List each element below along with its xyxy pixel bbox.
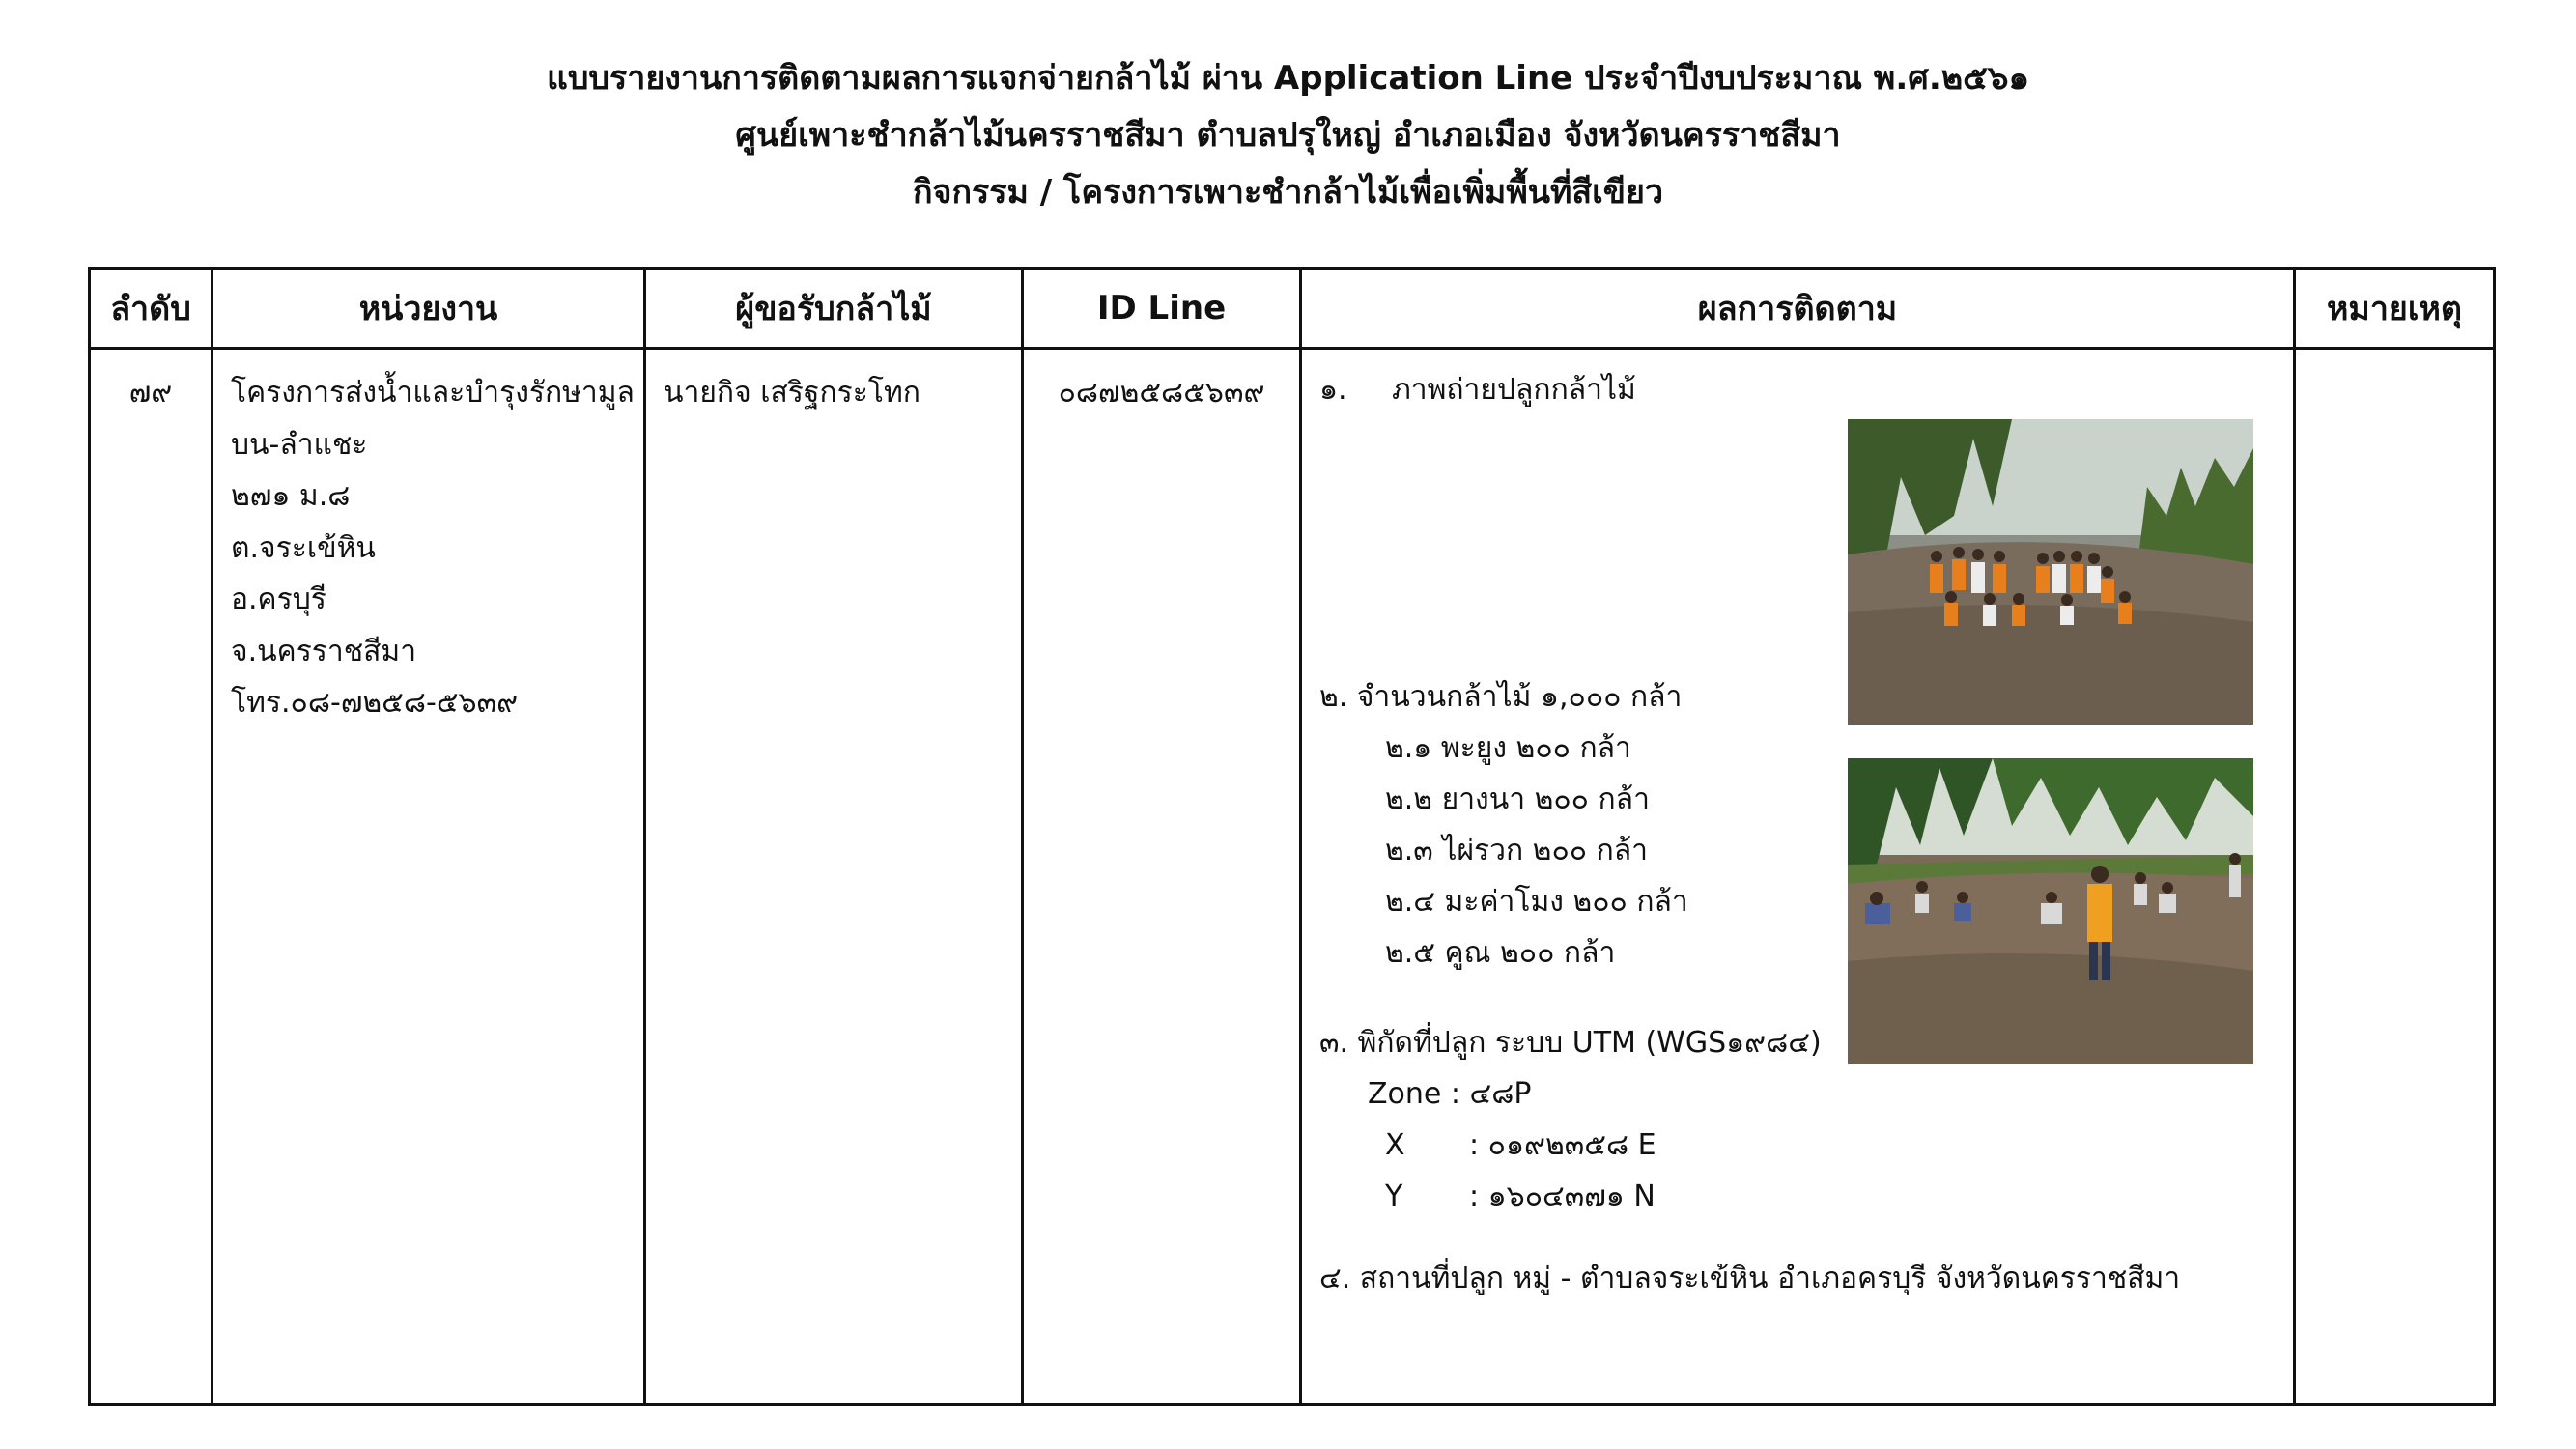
result-item2-1: ๒.๑ พะยูง ๒๐๐ กล้า (1385, 731, 1631, 765)
recipient-name: นายกิจ เสริฐกระโทก (664, 376, 920, 410)
result-item4: ๔. สถานที่ปลูก หมู่ - ตำบลจระเข้หิน อำเภอครบุรี จังหวัดนครราชสีมา (1319, 1262, 2181, 1295)
result-item2-3: ๒.๓ ไผ่รวก ๒๐๐ กล้า (1385, 834, 1649, 867)
report-activity: กิจกรรม / โครงการเพาะชำกล้าไม้เพื่อเพิ่มพื้นที่สีเขียว (912, 173, 1664, 212)
col-header-recipient: ผู้ขอรับกล้าไม้ (645, 269, 1023, 349)
agency-line: บน-ลำแชะ (231, 427, 368, 462)
report-table (88, 267, 2496, 1406)
recipient-cell (645, 349, 1023, 1405)
col-header-agency: หน่วยงาน (212, 269, 645, 349)
planting-photo (1848, 758, 2253, 1064)
result-utm-y-value: : ๑๖๐๔๓๗๑ N (1469, 1179, 1656, 1213)
agency-line: ๒๗๑ ม.๘ (231, 479, 351, 513)
agency-cell (212, 349, 645, 1405)
agency-line: โครงการส่งน้ำและบำรุงรักษามูล (231, 376, 635, 410)
result-utm-y-label: Y (1385, 1179, 1403, 1213)
report-header (0, 50, 2576, 221)
result-item1-text: ภาพถ่ายปลูกกล้าไม้ (1392, 373, 1636, 407)
seq-cell (90, 349, 212, 1405)
col-header-results: ผลการติดตาม (1301, 269, 2295, 349)
agency-line: ต.จระเข้หิน (231, 530, 376, 565)
result-item2-4: ๒.๔ มะค่าโมง ๒๐๐ กล้า (1385, 885, 1688, 919)
col-header-remark: หมายเหตุ (2295, 269, 2495, 349)
agency-line: จ.นครราชสีมา (231, 634, 417, 668)
result-item2-2: ๒.๒ ยางนา ๒๐๐ กล้า (1385, 782, 1650, 816)
table-header-row (90, 269, 2495, 349)
result-utm-zone: Zone : ๔๘P (1368, 1077, 1532, 1111)
col-header-id-line: ID Line (1023, 269, 1301, 349)
report-title: แบบรายงานการติดตามผลการแจกจ่ายกล้าไม้ ผ่าน Application Line ประจำปีงบประมาณ พ.ศ.๒๕๖๑ (546, 59, 2030, 98)
agency-details (213, 350, 643, 729)
result-utm-x-value: : ๐๑๙๒๓๕๘ E (1469, 1128, 1656, 1162)
results-cell (1301, 349, 2295, 1405)
result-utm-x-label: X (1385, 1128, 1405, 1162)
result-item2-5: ๒.๕ คูณ ๒๐๐ กล้า (1385, 936, 1616, 970)
remark-text (2296, 350, 2493, 367)
table-row (90, 349, 2495, 1405)
seq-number: ๗๙ (128, 376, 173, 410)
id-line-value: ๐๘๗๒๕๘๕๖๓๙ (1058, 376, 1265, 410)
report-center-name: ศูนย์เพาะชำกล้าไม้นครราชสีมา ตำบลปรุใหญ่ อำเภอเมือง จังหวัดนครราชสีมา (735, 116, 1841, 155)
group-photo (1848, 419, 2253, 724)
agency-line: อ.ครบุรี (231, 582, 326, 616)
col-header-seq: ลำดับ (90, 269, 212, 349)
id-line-cell (1023, 349, 1301, 1405)
result-item3: ๓. พิกัดที่ปลูก ระบบ UTM (WGS๑๙๘๔) (1319, 1026, 1822, 1060)
remark-cell (2295, 349, 2495, 1405)
results-content (1302, 350, 2293, 1403)
result-item2: ๒. จำนวนกล้าไม้ ๑,๐๐๐ กล้า (1319, 680, 1683, 714)
result-item1-number: ๑. (1319, 373, 1347, 407)
agency-phone: โทร.๐๘-๗๒๕๘-๕๖๓๙ (231, 686, 519, 720)
